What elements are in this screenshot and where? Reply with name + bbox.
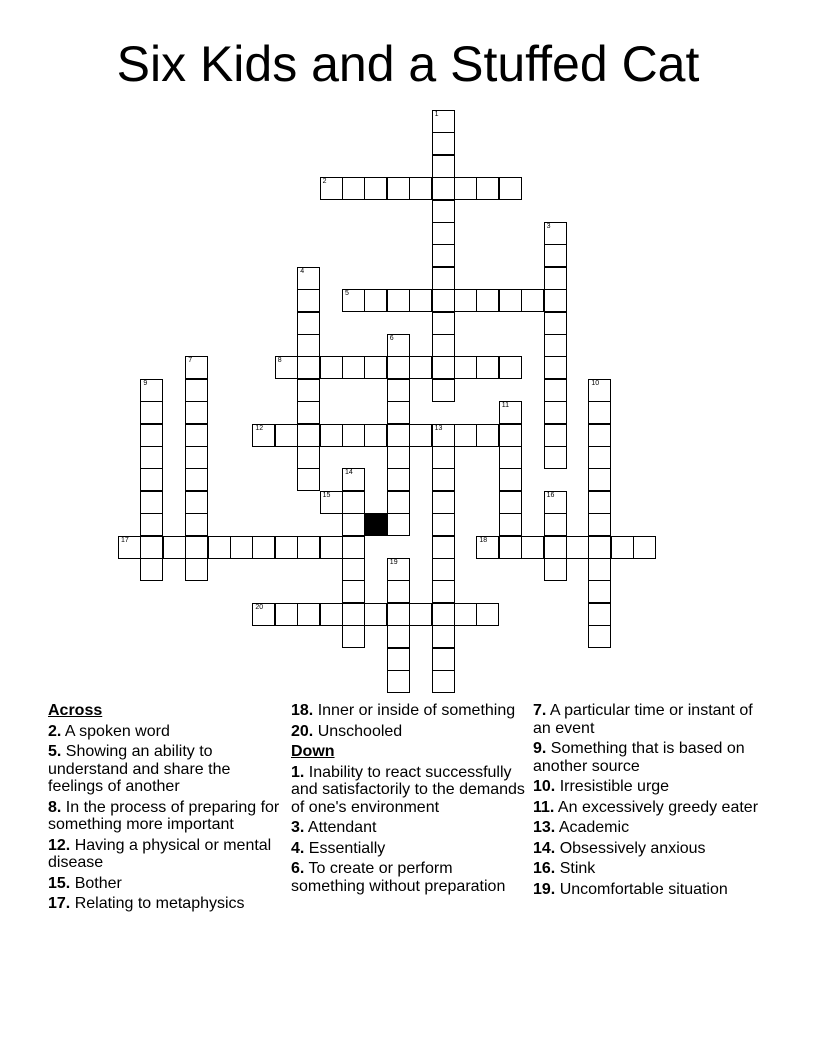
grid-cell[interactable] [476, 603, 499, 626]
grid-cell[interactable] [409, 356, 432, 379]
clue-item [533, 881, 765, 899]
grid-cell[interactable] [208, 536, 231, 559]
clue-number: 8. [48, 798, 62, 816]
grid-cell[interactable] [387, 513, 410, 536]
grid-cell[interactable] [544, 334, 567, 357]
clue-item [291, 840, 527, 858]
grid-cell[interactable] [432, 177, 455, 200]
grid-cell[interactable] [432, 603, 455, 626]
grid-cell[interactable] [387, 603, 410, 626]
cell-number: 10 [591, 379, 600, 387]
grid-cell[interactable] [185, 424, 208, 447]
grid-cell[interactable] [432, 536, 455, 559]
grid-cell[interactable] [297, 379, 320, 402]
clue-number: 15. [48, 874, 71, 892]
clue-text: Uncomfortable situation [555, 880, 728, 898]
grid-cell[interactable] [297, 401, 320, 424]
grid-cell[interactable] [432, 558, 455, 581]
grid-cell[interactable] [588, 468, 611, 491]
grid-cell[interactable] [342, 513, 365, 536]
grid-cell[interactable] [297, 289, 320, 312]
grid-cell[interactable] [387, 424, 410, 447]
grid-cell[interactable] [499, 177, 522, 200]
grid-cell[interactable] [364, 603, 387, 626]
clue-text: Something that is based on another source [533, 740, 745, 775]
grid-cell[interactable] [499, 424, 522, 447]
grid-cell[interactable] [252, 424, 275, 447]
grid-cell[interactable] [163, 536, 186, 559]
cell-number: 11 [501, 402, 510, 410]
grid-cell[interactable] [320, 536, 343, 559]
clue-item [48, 875, 280, 893]
clue-text: Relating to metaphysics [70, 895, 245, 912]
grid-cell[interactable] [544, 424, 567, 447]
grid-cell[interactable] [275, 424, 298, 447]
grid-cell[interactable] [185, 468, 208, 491]
clue-number: 5. [48, 743, 62, 760]
grid-cell[interactable] [275, 603, 298, 626]
clues-column-2 [291, 702, 527, 898]
grid-cell[interactable] [454, 177, 477, 200]
clue-text: Bother [70, 874, 122, 892]
grid-cell[interactable] [320, 491, 343, 514]
clue-number: 12. [48, 836, 71, 854]
clue-item [533, 799, 765, 817]
grid-cell[interactable] [342, 289, 365, 312]
grid-cell[interactable] [454, 603, 477, 626]
grid-cell[interactable] [432, 468, 455, 491]
grid-cell[interactable] [476, 289, 499, 312]
grid-cell[interactable] [140, 379, 163, 402]
cell-number: 18 [479, 536, 488, 544]
grid-cell[interactable] [544, 289, 567, 312]
grid-cell[interactable] [432, 289, 455, 312]
grid-cell[interactable] [476, 424, 499, 447]
grid-cell[interactable] [185, 379, 208, 402]
grid-cell[interactable] [297, 356, 320, 379]
clue-item [291, 702, 527, 720]
grid-cell[interactable] [499, 401, 522, 424]
grid-cell[interactable] [185, 401, 208, 424]
grid-cell[interactable] [432, 244, 455, 267]
grid-cell[interactable] [544, 244, 567, 267]
grid-cell[interactable] [432, 670, 455, 693]
grid-cell[interactable] [544, 536, 567, 559]
grid-cell[interactable] [342, 424, 365, 447]
grid-cell[interactable] [387, 446, 410, 469]
grid-cell[interactable] [364, 356, 387, 379]
grid-cell[interactable] [297, 468, 320, 491]
black-cell [364, 513, 387, 536]
clue-text: Obsessively anxious [555, 839, 706, 857]
clue-number: 16. [533, 860, 556, 877]
grid-cell[interactable] [544, 558, 567, 581]
grid-cell[interactable] [320, 424, 343, 447]
grid-cell[interactable] [364, 177, 387, 200]
grid-cell[interactable] [588, 513, 611, 536]
clues-column-3 [533, 702, 765, 901]
cell-number: 3 [546, 223, 551, 230]
grid-cell[interactable] [544, 491, 567, 514]
grid-cell[interactable] [387, 491, 410, 514]
clue-number: 11. [533, 798, 555, 816]
grid-cell[interactable] [342, 468, 365, 491]
grid-cell[interactable] [588, 603, 611, 626]
grid-cell[interactable] [432, 267, 455, 290]
cell-number: 20 [255, 603, 264, 611]
grid-cell[interactable] [387, 670, 410, 693]
grid-cell[interactable] [185, 513, 208, 536]
grid-cell[interactable] [432, 580, 455, 603]
grid-cell[interactable] [454, 424, 477, 447]
clue-text: A particular time or instant of an event [533, 702, 753, 737]
clue-heading-down: Down [291, 743, 335, 760]
grid-cell[interactable] [297, 267, 320, 290]
grid-cell[interactable] [432, 155, 455, 178]
grid-cell[interactable] [499, 513, 522, 536]
grid-cell[interactable] [454, 356, 477, 379]
page-title: Six Kids and a Stuffed Cat [116, 36, 700, 92]
grid-cell[interactable] [588, 424, 611, 447]
clue-item [48, 723, 280, 741]
grid-cell[interactable] [275, 536, 298, 559]
grid-cell[interactable] [499, 289, 522, 312]
grid-cell[interactable] [499, 536, 522, 559]
clue-text: Unschooled [313, 722, 403, 740]
grid-cell[interactable] [364, 424, 387, 447]
grid-cell[interactable] [611, 536, 634, 559]
grid-cell[interactable] [252, 603, 275, 626]
cell-number: 19 [389, 559, 398, 566]
grid-cell[interactable] [387, 334, 410, 357]
cell-number: 13 [434, 424, 443, 432]
clue-item [291, 723, 527, 741]
grid-cell[interactable] [588, 446, 611, 469]
grid-cell[interactable] [297, 603, 320, 626]
grid-cell[interactable] [476, 177, 499, 200]
grid-cell[interactable] [140, 536, 163, 559]
clue-number: 9. [533, 740, 547, 757]
grid-cell[interactable] [387, 289, 410, 312]
clue-number: 14. [533, 839, 556, 857]
cell-number: 17 [121, 536, 129, 544]
grid-cell[interactable] [297, 334, 320, 357]
grid-cell[interactable] [521, 289, 544, 312]
grid-cell[interactable] [320, 603, 343, 626]
grid-cell[interactable] [544, 446, 567, 469]
grid-cell[interactable] [499, 468, 522, 491]
grid-cell[interactable] [140, 558, 163, 581]
grid-cell[interactable] [342, 558, 365, 581]
grid-cell[interactable] [140, 491, 163, 514]
clue-text: Irresistible urge [555, 778, 670, 795]
grid-cell[interactable] [432, 379, 455, 402]
grid-cell[interactable] [387, 379, 410, 402]
grid-cell[interactable] [409, 289, 432, 312]
clue-text: Inner or inside of something [313, 702, 516, 719]
clue-number: 20. [291, 722, 314, 740]
grid-cell[interactable] [432, 132, 455, 155]
grid-cell[interactable] [252, 536, 275, 559]
grid-cell[interactable] [544, 312, 567, 335]
clue-number: 17. [48, 895, 71, 912]
grid-cell[interactable] [432, 513, 455, 536]
clue-item [291, 819, 527, 837]
grid-cell[interactable] [499, 356, 522, 379]
grid-cell[interactable] [432, 424, 455, 447]
grid-cell[interactable] [566, 536, 589, 559]
clue-item [48, 837, 280, 872]
grid-cell[interactable] [185, 446, 208, 469]
grid-cell[interactable] [342, 603, 365, 626]
clue-text: Academic [555, 819, 630, 836]
grid-cell[interactable] [297, 446, 320, 469]
cell-number: 15 [322, 491, 331, 499]
cell-number: 12 [255, 424, 264, 432]
clues-column-1 [48, 702, 280, 916]
cell-number: 5 [345, 290, 349, 298]
clue-item [533, 778, 765, 796]
grid-cell[interactable] [140, 468, 163, 491]
clue-text: To create or perform something without preparation [291, 860, 506, 895]
grid-cell[interactable] [633, 536, 656, 559]
clue-heading-across: Across [48, 702, 103, 719]
cell-number: 1 [434, 111, 439, 118]
grid-cell[interactable] [409, 603, 432, 626]
clue-number: 19. [533, 880, 556, 898]
clue-number: 1. [291, 763, 305, 781]
grid-cell[interactable] [588, 580, 611, 603]
grid-cell[interactable] [588, 401, 611, 424]
grid-cell[interactable] [387, 648, 410, 671]
clue-text: In the process of preparing for something more important [48, 798, 280, 833]
grid-cell[interactable] [476, 536, 499, 559]
cell-number: 14 [345, 469, 353, 477]
clue-number: 13. [533, 819, 556, 836]
grid-cell[interactable] [432, 200, 455, 223]
clue-item [533, 860, 765, 878]
grid-cell[interactable] [588, 491, 611, 514]
clue-item [291, 764, 527, 817]
grid-cell[interactable] [297, 536, 320, 559]
grid-cell[interactable] [387, 356, 410, 379]
clue-number: 10. [533, 778, 556, 795]
clue-text: Inability to react successfully and satisfactorily to the demands of one's environment [291, 763, 525, 816]
grid-cell[interactable] [499, 491, 522, 514]
grid-cell[interactable] [387, 177, 410, 200]
grid-cell[interactable] [432, 334, 455, 357]
grid-cell[interactable] [544, 401, 567, 424]
clue-item [533, 740, 765, 775]
cell-number: 16 [546, 491, 555, 499]
grid-cell[interactable] [140, 424, 163, 447]
grid-cell[interactable] [544, 222, 567, 245]
clue-number: 6. [291, 860, 305, 877]
clue-number: 3. [291, 819, 305, 836]
grid-cell[interactable] [432, 446, 455, 469]
grid-cell[interactable] [544, 267, 567, 290]
grid-cell[interactable] [387, 468, 410, 491]
grid-cell[interactable] [118, 536, 141, 559]
clue-text: A spoken word [61, 722, 170, 740]
grid-cell[interactable] [521, 536, 544, 559]
grid-cell[interactable] [140, 446, 163, 469]
grid-cell[interactable] [364, 289, 387, 312]
grid-cell[interactable] [544, 356, 567, 379]
clue-text: Showing an ability to understand and share the feelings of another [48, 743, 231, 795]
clue-item [291, 860, 527, 895]
grid-cell[interactable] [544, 513, 567, 536]
grid-cell[interactable] [432, 356, 455, 379]
grid-cell[interactable] [387, 401, 410, 424]
clue-text: An excessively greedy eater [554, 798, 759, 816]
clue-text: Essentially [304, 839, 386, 857]
grid-cell[interactable] [297, 424, 320, 447]
grid-cell[interactable] [432, 110, 455, 133]
cell-number: 4 [300, 267, 305, 275]
grid-cell[interactable] [454, 289, 477, 312]
cell-number: 7 [188, 357, 193, 365]
grid-cell[interactable] [409, 424, 432, 447]
clue-number: 18. [291, 702, 314, 719]
clue-number: 2. [48, 722, 62, 740]
clue-number: 7. [533, 702, 547, 719]
grid-cell[interactable] [185, 356, 208, 379]
grid-cell[interactable] [588, 558, 611, 581]
grid-cell[interactable] [185, 491, 208, 514]
cell-number: 9 [143, 379, 148, 387]
grid-cell[interactable] [140, 513, 163, 536]
grid-cell[interactable] [342, 625, 365, 648]
clue-item [48, 743, 280, 796]
grid-cell[interactable] [342, 491, 365, 514]
grid-cell[interactable] [588, 536, 611, 559]
cell-number: 8 [277, 357, 282, 365]
grid-cell[interactable] [476, 356, 499, 379]
grid-cell[interactable] [185, 558, 208, 581]
cell-number: 2 [322, 178, 327, 186]
grid-cell[interactable] [544, 379, 567, 402]
grid-cell[interactable] [320, 356, 343, 379]
grid-cell[interactable] [342, 177, 365, 200]
clue-text: Attendant [304, 819, 377, 836]
grid-cell[interactable] [342, 536, 365, 559]
grid-cell[interactable] [432, 491, 455, 514]
grid-cell[interactable] [275, 356, 298, 379]
grid-cell[interactable] [387, 625, 410, 648]
grid-cell[interactable] [387, 558, 410, 581]
grid-cell[interactable] [409, 177, 432, 200]
cell-number: 6 [389, 335, 394, 342]
grid-cell[interactable] [230, 536, 253, 559]
clue-item [48, 799, 280, 834]
grid-cell[interactable] [297, 312, 320, 335]
clue-text: Having a physical or mental disease [48, 836, 272, 871]
grid-cell[interactable] [342, 580, 365, 603]
grid-cell[interactable] [432, 222, 455, 245]
clue-item [533, 840, 765, 858]
grid-cell[interactable] [499, 446, 522, 469]
grid-cell[interactable] [588, 379, 611, 402]
clue-text: Stink [555, 860, 596, 877]
clue-number: 4. [291, 839, 305, 857]
grid-cell[interactable] [432, 625, 455, 648]
grid-cell[interactable] [588, 625, 611, 648]
grid-cell[interactable] [185, 536, 208, 559]
grid-cell[interactable] [342, 356, 365, 379]
grid-cell[interactable] [432, 648, 455, 671]
grid-cell[interactable] [387, 580, 410, 603]
clue-item [48, 895, 280, 913]
grid-cell[interactable] [320, 177, 343, 200]
clue-item [533, 819, 765, 837]
grid-cell[interactable] [140, 401, 163, 424]
clue-item [533, 702, 765, 737]
grid-cell[interactable] [432, 312, 455, 335]
